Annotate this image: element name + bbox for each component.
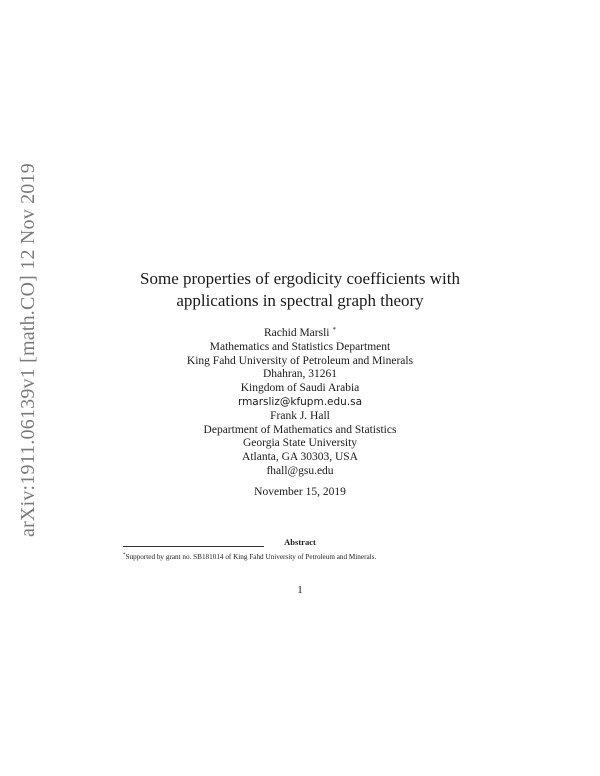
footnote-text: Supported by grant no. SB181014 of King Fahd University of Petroleum and Minerals. xyxy=(125,553,377,561)
author-2-department: Department of Mathematics and Statistics xyxy=(203,423,397,436)
footnote-rule xyxy=(123,546,264,547)
author-2-name: Frank J. Hall xyxy=(270,409,330,422)
paper-title xyxy=(0,268,600,312)
author-1-footnote-mark: * xyxy=(332,326,336,334)
author-1-email: rmarsliz@kfupm.edu.sa xyxy=(237,395,363,408)
author-1-country: Kingdom of Saudi Arabia xyxy=(240,382,360,395)
page-number: 1 xyxy=(297,584,303,596)
footnote-mark: * xyxy=(123,553,126,558)
publication-date: November 15, 2019 xyxy=(254,486,346,498)
title-line-2: applications in spectral graph theory xyxy=(176,291,424,310)
arxiv-identifier-stamp: arXiv:1911.06139v1 [math.CO] 12 Nov 2019 xyxy=(17,163,39,537)
author-1-name: Rachid Marsli xyxy=(264,327,330,339)
author-1-department: Mathematics and Statistics Department xyxy=(209,340,391,353)
author-block xyxy=(0,324,600,479)
author-2-institution: Georgia State University xyxy=(242,437,358,450)
author-2-email: fhall@gsu.edu xyxy=(266,464,334,477)
title-line-1: Some properties of ergodicity coefficients with xyxy=(140,269,460,288)
abstract-heading: Abstract xyxy=(284,537,316,547)
author-1-institution: King Fahd University of Petroleum and Minerals xyxy=(186,354,414,367)
author-2-city: Atlanta, GA 30303, USA xyxy=(242,451,358,464)
author-1-line xyxy=(0,324,600,341)
footnote xyxy=(123,551,376,562)
author-1-city: Dhahran, 31261 xyxy=(262,368,338,381)
